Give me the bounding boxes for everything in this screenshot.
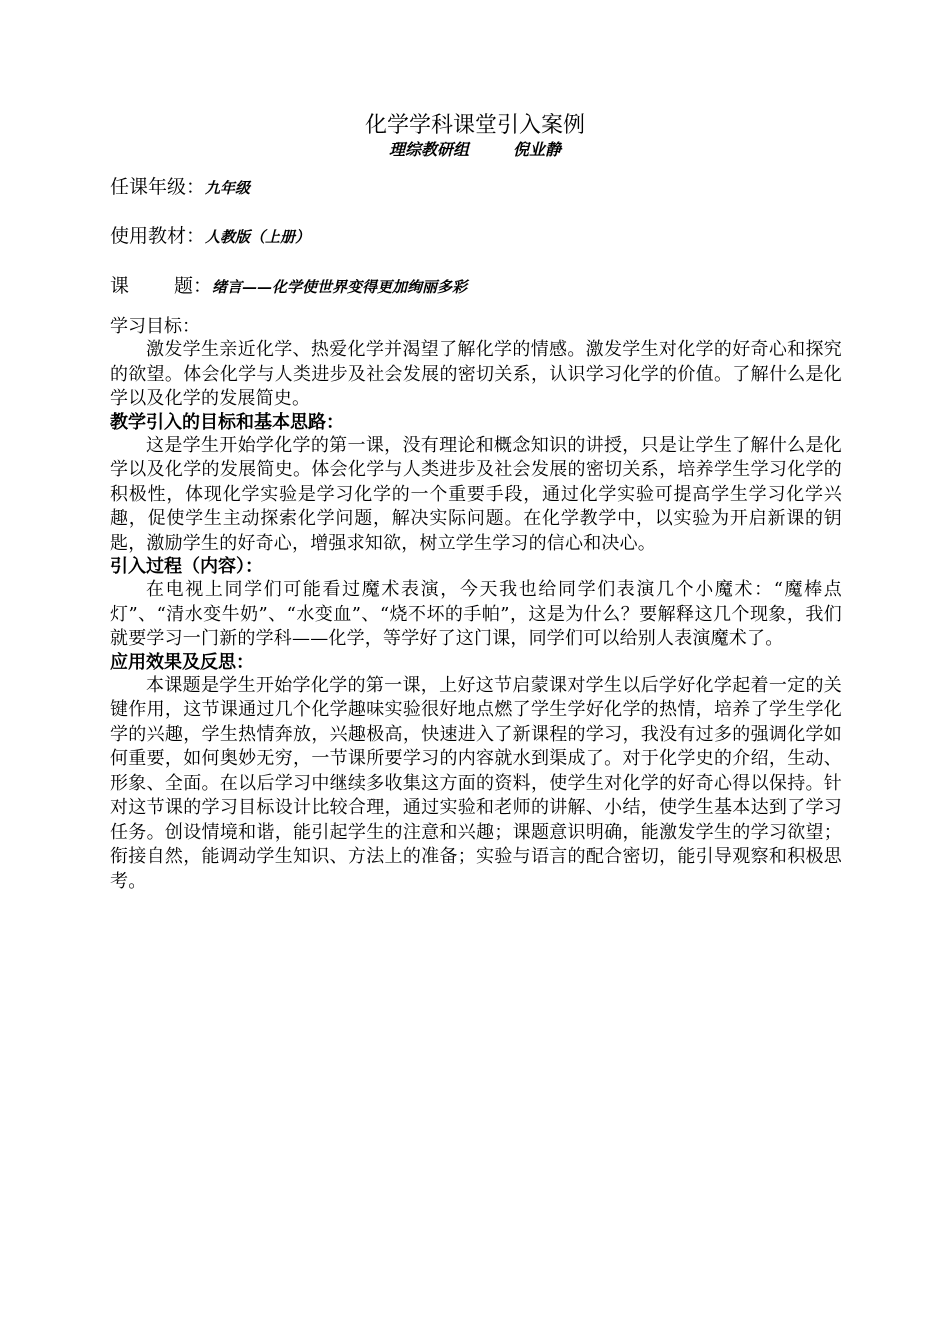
topic-label-b: 题：: [174, 275, 213, 297]
author-name: 倪业静: [513, 140, 562, 159]
section-heading-approach: 教学引入的目标和基本思路：: [110, 411, 344, 433]
section-text-reflection: 本课题是学生开始学化学的第一课，上好这节启蒙课对学生以后学好化学起着一定的关键作用，这节课通过几个化学趣味实验很好地点燃了学生学好化学的热情，培养了学生学化学的兴趣，学生热情奔放，兴趣极高，快速进入了新课程的学习，我没有过多的强调化学如何重要，如何奥妙无穷，一节课所要学习的内容就水到渠成了。对于化学史的介绍，生动、形象、全面。在以后学习中继续多收集这方面的资料，使学生对化学的好奇心得以保持。针对这节课的学习目标设计比较合理，通过实验和老师的讲解、小结，使学生基本达到了学习任务。创设情境和谐，能引起学生的注意和兴趣；课题意识明确，能激发学生的学习欲望；衔接自然，能调动学生知识、方法上的准备；实验与语言的配合密切，能引导观察和积极思考。: [110, 674, 842, 892]
textbook-value: 人教版（上册）: [205, 228, 311, 246]
section-heading-reflection: 应用效果及反思：: [110, 651, 254, 673]
textbook-label: 使用教材：: [110, 225, 206, 247]
document-body: [110, 316, 842, 894]
section-text-objectives: 激发学生亲近化学、热爱化学并渴望了解化学的情感。激发学生对化学的好奇心和探究的欲望。体会化学与人类进步及社会发展的密切关系，认识学习化学的价值。了解什么是化学以及化学的发展简史。: [110, 339, 842, 409]
topic-value: 绪言——化学使世界变得更加绚丽多彩: [212, 278, 468, 296]
section-heading-objectives: 学习目标：: [110, 316, 200, 337]
teaching-group: 理综教研组: [388, 140, 469, 159]
document-title: 化学学科课堂引入案例: [364, 113, 585, 138]
grade-label: 任课年级：: [110, 176, 206, 198]
document-byline: [0, 140, 950, 160]
topic-label-a: 课: [110, 275, 130, 297]
textbook-line: [110, 223, 310, 250]
grade-value: 九年级: [205, 179, 251, 197]
grade-line: [110, 174, 250, 201]
topic-line: [110, 273, 467, 300]
section-text-process: 在电视上同学们可能看过魔术表演，今天我也给同学们表演几个小魔术：“魔棒点灯”、“清水变牛奶”、“水变血”、“烧不坏的手帕”，这是为什么？要解释这几个现象，我们就要学习一门新的学科——化学，等学好了这门课，同学们可以给别人表演魔术了。: [110, 579, 842, 649]
section-text-approach: 这是学生开始学化学的第一课，没有理论和概念知识的讲授，只是让学生了解什么是化学以及化学的发展简史。体会化学与人类进步及社会发展的密切关系，培养学生学习化学的积极性，体现化学实验是学习化学的一个重要手段，通过化学实验可提高学生学习化学兴趣，促使学生主动探索化学问题，解决实际问题。在化学教学中，以实验为开启新课的钥匙，激励学生的好奇心，增强求知欲，树立学生学习的信心和决心。: [110, 434, 842, 554]
section-heading-process: 引入过程（内容）：: [110, 556, 263, 577]
